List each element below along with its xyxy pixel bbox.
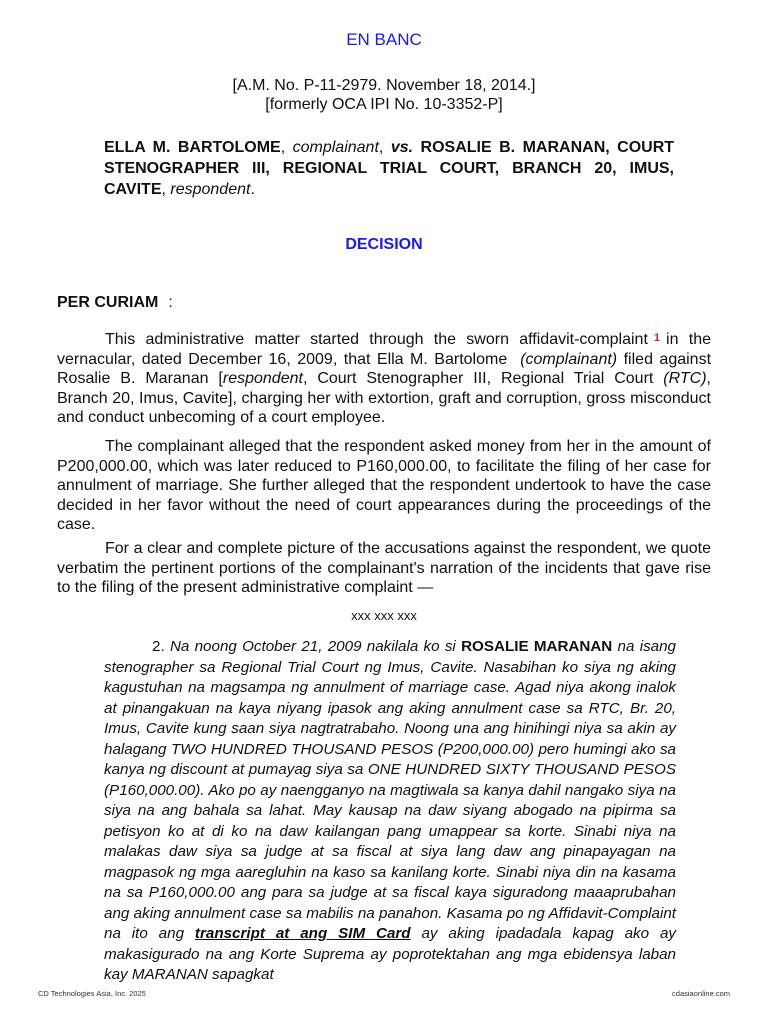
- citation-line-2: [formerly OCA IPI No. 10-3352-P]: [265, 96, 503, 113]
- paragraph-1-complainant: (complainant): [520, 350, 618, 368]
- quote-number: 2.: [152, 638, 165, 655]
- paragraph-1-text-b: in the vernacular, dated December 16, 2009, that Ella M. Bartolome: [57, 331, 711, 368]
- footer-website: cdasiaonline.com: [672, 989, 730, 998]
- paragraph-1-text-h: , Branch 20, Imus, Cavite], charging her with extortion, graft and corruption, gross misconduct and conduct unbecoming of a court employee.: [57, 370, 711, 426]
- footnote-link-1[interactable]: 1: [653, 332, 661, 344]
- quote-text-a: Na noong October 21, 2009 nakilala ko si: [169, 638, 456, 655]
- citation-line-1: [A.M. No. P-11-2979. November 18, 2014.]: [232, 77, 536, 94]
- case-citation: [0, 76, 768, 114]
- paragraph-1-text-d: filed against Rosalie B. Maranan [: [57, 350, 712, 387]
- omission-separator: xxx xxx xxx: [351, 608, 417, 623]
- court-division: EN BANC: [346, 30, 422, 49]
- quote-name: ROSALIE MARANAN: [461, 638, 613, 655]
- versus: vs.: [390, 139, 414, 156]
- paragraph-1-rtc: (RTC): [663, 370, 707, 387]
- respondent-name: ROSALIE B. MARANAN, COURT STENOGRAPHER III, REGIONAL TRIAL COURT, BRANCH 20, IMUS, CAVITE: [104, 139, 675, 198]
- per-curiam: PER CURIAM :: [57, 294, 173, 311]
- quote-text-b: na isang stenographer sa Regional Trial Court ng Imus, Cavite. Nasabihan ko siya ng aking kagustuhan na magsampa ng annulment of marriage case. Agad niya akong inalok at pinangakuan na kaya niyang ipasok ang aking annulment case sa RTC, Br. 20, Imus, Cavite kung saan siya nagtratrabaho. Noong una ang hinihingi niya sa akin ay halagang TWO HUNDRED THOUSAND PESOS (P200,000.00) pero humingi ako sa kanya ng discount at pumayag siya sa ONE HUNDRED SIXTY THOUSAND PESOS (P160,000.00). Ako po ay naengganyo na magtiwala sa kanya dahil nangako siya na siya na ang bahala sa lahat. May kausap na daw siyang abogado na pipirma sa petisyon ko at di ko na daw kailangan pang umappear sa korte. Sinabi niya na malakas daw siya sa judge at sa fiscal at siya lang daw ang pinapayagan na magpasok ng mga aaregluhin na kaso sa kanilang korte. Sinabi niya din na kasama na sa P160,000.00 ang para sa judge at sa fiscal kaya siguradong maaaprubahan ang aking annulment case sa mabilis na panahon. Kasama po ng Affidavit-Complaint na ito ang: [104, 638, 676, 942]
- respondent-role: respondent: [170, 181, 251, 198]
- decision-title: DECISION: [345, 236, 423, 253]
- paragraph-3: [57, 539, 711, 598]
- paragraph-1-text-f: , Court Stenographer III, Regional Trial Court: [302, 370, 654, 387]
- paragraph-1-text-a: This administrative matter started through the sworn affidavit-complaint: [105, 331, 648, 348]
- per-curiam-label: PER CURIAM: [57, 294, 159, 311]
- paragraph-3-text: For a clear and complete picture of the accusations against the respondent, we quote verbatim the pertinent portions of the complainant's narration of the incidents that gave rise to the filing of the present administrative complaint —: [57, 540, 711, 596]
- quote-text-c: ay aking ipadadala kapag ako ay makasigurado na ang Korte Suprema ay poprotektahan ang mga ebidensya laban kay MARANAN sapagkat: [104, 925, 676, 983]
- paragraph-1: [57, 329, 711, 428]
- paragraph-2-text: The complainant alleged that the respondent asked money from her in the amount of P200,000.00, which was later reduced to P160,000.00, to facilitate the filing of her case for annulment of marriage. She further alleged that the respondent undertook to have the case decided in her favor without the need of court appearances during the proceedings of the case.: [57, 438, 711, 533]
- complainant-role: complainant: [292, 139, 379, 156]
- footer-copyright: CD Technologies Asia, Inc. 2025: [38, 989, 146, 998]
- quoted-narration: [104, 637, 676, 986]
- paragraph-1-respondent: respondent: [222, 370, 303, 387]
- case-parties: ELLA M. BARTOLOME, complainant, vs. ROSALIE B. MARANAN, COURT STENOGRAPHER III, REGIONAL TRIAL COURT, BRANCH 20, IMUS, CAVITE, respondent.: [104, 139, 675, 198]
- complainant-name: ELLA M. BARTOLOME: [104, 139, 281, 156]
- paragraph-2: [57, 437, 711, 535]
- quote-transcript-link[interactable]: transcript at ang SIM Card: [194, 925, 411, 942]
